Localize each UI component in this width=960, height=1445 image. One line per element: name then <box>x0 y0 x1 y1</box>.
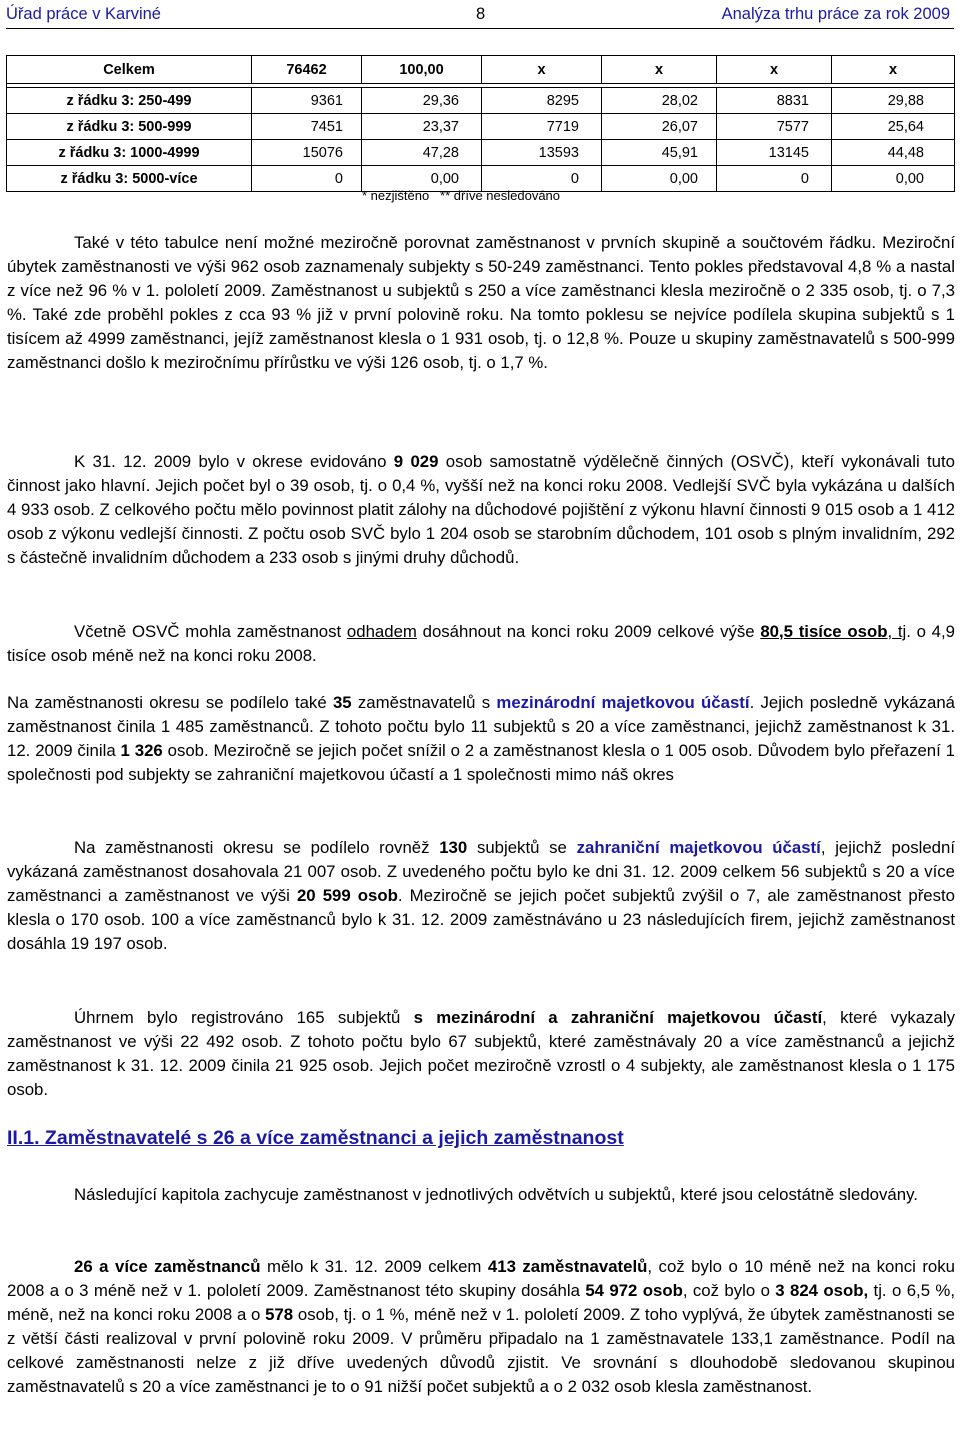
text-run-highlight: zahraniční majetkovou účastí <box>576 838 821 857</box>
row-label: Celkem <box>7 56 252 84</box>
table-cell: 8295 <box>482 88 602 114</box>
paragraph-osvc <box>7 450 955 570</box>
text-run: osob, tj. o 1 %, méně než v 1. pololetí 2009. Z toho vyplývá, že úbytek zaměstnanosti se z větší části realizoval v první polovině roku 2009. V průměru připadalo na 1 zaměstnavatele 133,1 zaměstnance. Podíl na celkové zaměstnanosti nelze z již dříve uvedených důvodů zjistit. Ve srovnání s dlouhodobě sledovanou skupinou zaměstnavatelů s 20 a více zaměstnanci je to o 91 nižší počet subjektů a o 2 032 osob klesla zaměstnanost. <box>7 1305 955 1396</box>
table-cell: 0,00 <box>832 166 955 192</box>
table-cell: 0 <box>252 166 362 192</box>
table-cell: 13145 <box>717 140 832 166</box>
paragraph-chapter-intro <box>7 1183 955 1207</box>
page-header <box>6 2 954 29</box>
text-run-underlined: , tj <box>887 622 907 641</box>
paragraph-estimate <box>7 620 955 668</box>
text-run: , které vykazaly zaměstnanost ve výši 22 492 osob. Z tohoto počtu bylo 67 subjektů, které zaměstnávaly 20 a více zaměstnanců a jejichž zaměstnanost k 31. 12. 2009 činila 21 925 osob. Jejich počet meziročně vzrostl o 4 subjekty, ale zaměstnanost klesla o 1 175 osob. <box>7 1008 955 1099</box>
table-cell: 7451 <box>252 114 362 140</box>
text-run: Úhrnem bylo registrováno 165 subjektů <box>74 1008 414 1027</box>
text-run-highlight: mezinárodní majetkovou účastí <box>496 693 750 712</box>
text-run: mělo k 31. 12. 2009 celkem <box>260 1257 488 1276</box>
text-run-bold: 20 599 osob <box>296 886 398 905</box>
paragraph-international <box>7 691 955 787</box>
text-run: osob. Meziročně se jejich počet snížil o 2 a zaměstnanost klesla o 1 005 osob. Důvodem bylo přeřazení 1 společnosti pod subjekty se zahraniční majetkovou účastí a 1 společnosti mimo náš okres <box>7 741 955 784</box>
table-cell: 47,28 <box>362 140 482 166</box>
text-run: . o 4,9 tisíce osob méně než na konci roku 2008. <box>7 622 956 665</box>
table-row <box>7 140 955 166</box>
text-run: tj. o 6,5 %, méně, než na konci roku 2008 a o <box>7 1281 956 1324</box>
paragraph-year-on-year <box>7 231 955 375</box>
section-heading: II.1. Zaměstnavatelé s 26 a více zaměstnanci a jejich zaměstnanost <box>7 1127 624 1149</box>
table-cell: 25,64 <box>832 114 955 140</box>
table-cell: 23,37 <box>362 114 482 140</box>
text-run-bold-underlined: 80,5 tisíce osob <box>760 622 888 641</box>
table-cell: 45,91 <box>602 140 717 166</box>
text-run-bold: 26 a více zaměstnanců <box>74 1257 261 1276</box>
paragraph-foreign <box>7 836 955 956</box>
table-cell: x <box>717 56 832 84</box>
table-cell: x <box>832 56 955 84</box>
table-cell: 13593 <box>482 140 602 166</box>
text-run: . Jejich posledně vykázaná zaměstnanost činila 1 485 zaměstnanců. Z tohoto počtu bylo 11 subjektů s 20 a více zaměstnanci, jejichž zaměstnanost k 31. 12. 2009 činila <box>7 693 955 760</box>
table-row <box>7 88 955 114</box>
text-run: , což bylo o <box>682 1281 776 1300</box>
table-cell: x <box>602 56 717 84</box>
text-run: osob samostatně výdělečně činných (OSVČ), kteří vykonávali tuto činnost jako hlavní. Jejich počet byl o 39 osob, tj. o 0,4 %, vyšší než na konci roku 2008. Vedlejší SVČ byla vykázána u dalších 4 933 osob. Z celkového počtu mělo povinnost platit zálohy na důchodové pojištění z výkonu hlavní činnosti 9 015 osob a 1 412 osob z výkonu vedlejší činnosti. Z počtu osob SVČ bylo 1 204 osob se starobním důchodem, 101 osob s plným invalidním, 292 s částečně invalidním důchodem a 233 osob s jinými druhy důchodů. <box>7 452 955 567</box>
table-cell: 44,48 <box>832 140 955 166</box>
table-cell: x <box>482 56 602 84</box>
text-run-bold: 578 <box>265 1305 294 1324</box>
text-run-bold: 413 zaměstnavatelů <box>487 1257 648 1276</box>
table-cell: 29,88 <box>832 88 955 114</box>
header-page-number: 8 <box>476 5 486 23</box>
table-cell: 15076 <box>252 140 362 166</box>
paragraph-26-plus <box>7 1255 955 1399</box>
text-run-bold: 54 972 osob <box>585 1281 683 1300</box>
header-document-title: Analýza trhu práce za rok 2009 <box>721 5 950 23</box>
text-run-bold: 1 326 <box>120 741 163 760</box>
table-cell: 9361 <box>252 88 362 114</box>
text-run: Na zaměstnanosti okresu se podílelo rovněž <box>74 838 440 857</box>
table-row <box>7 114 955 140</box>
text-run-bold: 9 029 <box>393 452 439 471</box>
table-cell: 100,00 <box>362 56 482 84</box>
table-cell: 0,00 <box>602 166 717 192</box>
text-run: , což bylo o 10 méně než na konci roku 2008 a o 3 méně než v 1. pololetí 2009. Zaměstnanost této skupiny dosáhla <box>7 1257 955 1300</box>
text-run-bold: 35 <box>332 693 352 712</box>
text-run: Na zaměstnanosti okresu se podílelo také <box>7 693 333 712</box>
text-run-underlined: odhadem <box>346 622 417 641</box>
text-run: dosáhnout na konci roku 2009 celkové výše <box>416 622 761 641</box>
table-cell: 28,02 <box>602 88 717 114</box>
text-run: . Meziročně se jejich počet subjektů zvýšil o 7, ale zaměstnanost přesto klesla o 170 osob. 100 a více zaměstnanců bylo k 31. 12. 2009 zaměstnáváno u 23 následujících firem, jejichž zaměstnanost dosáhla 19 197 osob. <box>7 886 956 953</box>
row-label: z řádku 3: 1000-4999 <box>7 140 252 166</box>
row-label: z řádku 3: 5000-více <box>7 166 252 192</box>
table-cell: 26,07 <box>602 114 717 140</box>
paragraph-text: Také v této tabulce není možné meziročně porovnat zaměstnanost v prvních skupině a součtovém řádku. Meziroční úbytek zaměstnanosti ve výši 962 osob zaznamenaly subjekty s 50-249 zaměstnanci. Tento pokles představoval 4,8 % a nastal z více než 96 % v 1. pololetí 2009. Zaměstnanost u subjektů s 250 a více zaměstnanci klesla meziročně o 2 335 osob, tj. o 7,3 %. Také zde proběhl pokles z cca 93 % již v první polovině roku. Na tomto poklesu se nejvíce podílela skupina subjektů s 1 tisícem až 4999 zaměstnanci, jejíž zaměstnanost klesla o 1 931 osob, tj. o 12,8 %. Pouze u skupiny zaměstnavatelů s 500-999 zaměstnanci došlo k meziročnímu přírůstku ve výši 126 osob, tj. o 1,7 %. <box>7 233 955 372</box>
text-run-bold: 3 824 osob, <box>775 1281 869 1300</box>
text-run: , jejichž poslední vykázaná zaměstnanost dosahovala 21 007 osob. Z uvedeného počtu bylo ke dni 31. 12. 2009 celkem 56 subjektů s 20 a více zaměstnanci a zaměstnanost ve výši <box>7 838 955 905</box>
text-run-bold: 130 <box>439 838 468 857</box>
text-run: zaměstnavatelů s <box>351 693 497 712</box>
table-cell: 0 <box>717 166 832 192</box>
row-label: z řádku 3: 250-499 <box>7 88 252 114</box>
table-cell: 0 <box>482 166 602 192</box>
table-cell: 7719 <box>482 114 602 140</box>
table-footnote: * nezjištěno ** dříve nesledováno <box>362 188 561 203</box>
table-cell: 8831 <box>717 88 832 114</box>
paragraph-total-registered <box>7 1006 955 1102</box>
header-office-name: Úřad práce v Karviné <box>6 5 161 23</box>
table-cell: 0,00 <box>362 166 482 192</box>
table-cell: 29,36 <box>362 88 482 114</box>
table-row-total <box>7 56 955 84</box>
table-cell: 76462 <box>252 56 362 84</box>
text-run: K 31. 12. 2009 bylo v okrese evidováno <box>74 452 394 471</box>
paragraph-text: Následující kapitola zachycuje zaměstnanost v jednotlivých odvětvích u subjektů, které jsou celostátně sledovány. <box>74 1185 918 1204</box>
text-run-bold: s mezinárodní a zahraniční majetkovou účastí <box>413 1008 823 1027</box>
table-cell: 7577 <box>717 114 832 140</box>
row-label: z řádku 3: 500-999 <box>7 114 252 140</box>
employment-size-table <box>6 55 955 192</box>
text-run: subjektů se <box>467 838 577 857</box>
text-run: Včetně OSVČ mohla zaměstnanost <box>74 622 347 641</box>
